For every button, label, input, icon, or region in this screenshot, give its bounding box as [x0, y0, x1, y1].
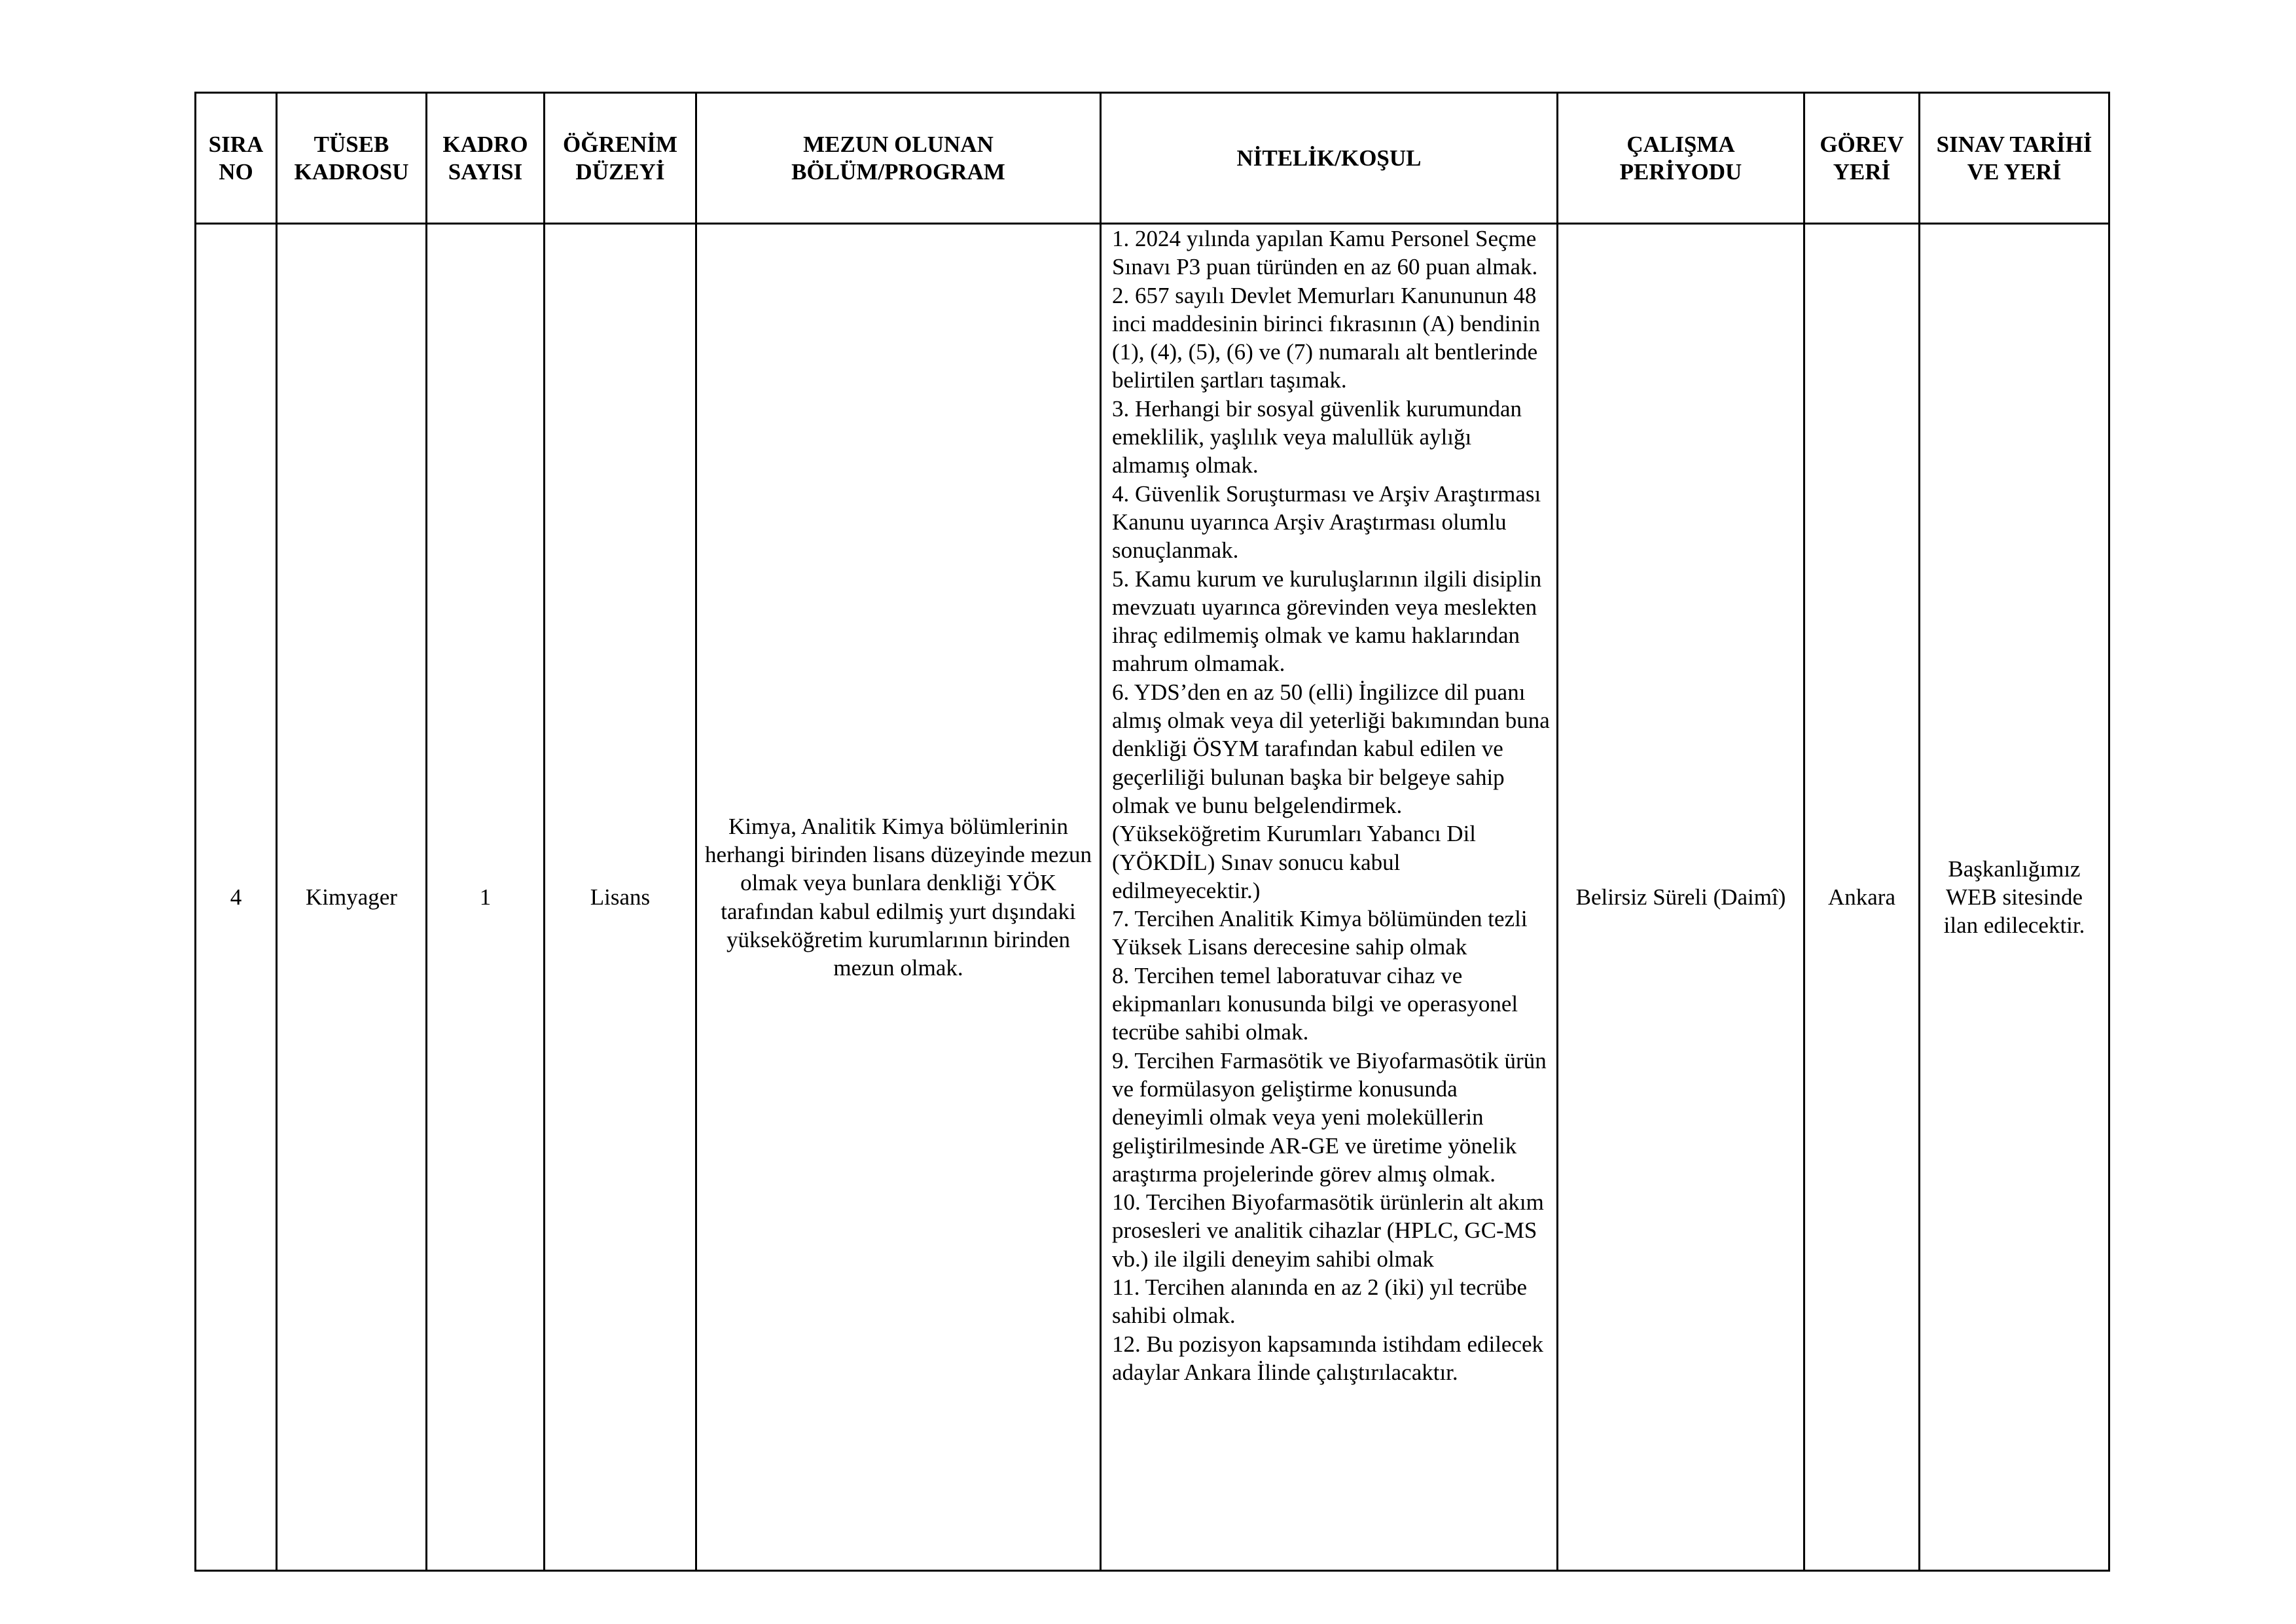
condition-item: 10. Tercihen Biyofarmasötik ürünlerin alt akım prosesleri ve analitik cihazlar (HPLC, GC-MS vb.) ile ilgili deneyim sahibi olmak [1112, 1189, 1544, 1272]
kadro-value: Kimyager [306, 884, 397, 910]
cell-sinav-tarihi-yeri [1920, 224, 2109, 1571]
header-ogrenim-duzeyi: ÖĞRENİM DÜZEYİ [545, 93, 696, 224]
condition-item: 1. 2024 yılında yapılan Kamu Personel Seçme Sınavı P3 puan türünden en az 60 puan almak. [1112, 226, 1538, 280]
cell-kadro-sayisi [427, 224, 545, 1571]
condition-item: 11. Tercihen alanında en az 2 (iki) yıl tecrübe sahibi olmak. [1112, 1274, 1528, 1329]
job-listing-table [194, 92, 2110, 1572]
gorev-yeri-value: Ankara [1827, 884, 1895, 910]
cell-kadro [277, 224, 427, 1571]
header-calisma-periyodu: ÇALIŞMA PERİYODU [1558, 93, 1804, 224]
cell-calisma-periyodu [1558, 224, 1804, 1571]
mezun-bolum-value: Kimya, Analitik Kimya bölümlerinin herhangi birinden lisans düzeyinde mezun olmak veya bunlara denkliği YÖK tarafından kabul edilmiş yurt dışındaki yükseköğretim kurumlarının birinden mezun olmak. [705, 813, 1092, 981]
condition-item: 3. Herhangi bir sosyal güvenlik kurumundan emeklilik, yaşlılık veya malullük aylığı almamış olmak. [1112, 395, 1522, 478]
calisma-periyodu-value: Belirsiz Süreli (Daimî) [1575, 884, 1786, 910]
header-kadro-sayisi: KADRO SAYISI [427, 93, 545, 224]
condition-item: 7. Tercihen Analitik Kimya bölümünden tezli Yüksek Lisans derecesine sahip olmak [1112, 906, 1528, 960]
ogrenim-duzeyi-value: Lisans [590, 884, 651, 910]
header-nitelik-kosul: NİTELİK/KOŞUL [1101, 93, 1558, 224]
condition-item: 2. 657 sayılı Devlet Memurları Kanununun 48 inci maddesinin birinci fıkrasının (A) bendinin (1), (4), (5), (6) ve (7) numaralı alt bentlerinde belirtilen şartları taşımak. [1112, 282, 1541, 393]
condition-item: 12. Bu pozisyon kapsamında istihdam edilecek adaylar Ankara İlinde çalıştırılacaktır. [1112, 1331, 1544, 1385]
condition-item: 6. YDS’den en az 50 (elli) İngilizce dil puanı almış olmak veya dil yeterliği bakımından buna denkliği ÖSYM tarafından kabul edilen ve geçerliliği bulunan başka bir belgeye sahip olmak ve bunu belgelendirmek. (Yükseköğretim Kurumları Yabancı Dil (YÖKDİL) Sınav sonucu kabul edilmeyecektir.) [1112, 679, 1550, 903]
sira-no-value: 4 [230, 884, 242, 910]
condition-item: 5. Kamu kurum ve kuruluşlarının ilgili disiplin mevzuatı uyarınca görevinden veya meslekten ihraç edilmemiş olmak ve kamu haklarından mahrum olmamak. [1112, 566, 1542, 677]
condition-item: 8. Tercihen temel laboratuvar cihaz ve ekipmanları konusunda bilgi ve operasyonel tecrübe sahibi olmak. [1112, 962, 1518, 1045]
cell-ogrenim-duzeyi [545, 224, 696, 1571]
kadro-sayisi-value: 1 [479, 884, 492, 910]
cell-mezun-bolum [696, 224, 1101, 1571]
table-header-row [196, 93, 2109, 224]
header-sira-no: SIRA NO [196, 93, 277, 224]
table-row [196, 224, 2109, 1571]
header-mezun-bolum: MEZUN OLUNAN BÖLÜM/PROGRAM [696, 93, 1101, 224]
cell-gorev-yeri [1804, 224, 1920, 1571]
condition-item: 9. Tercihen Farmasötik ve Biyofarmasötik ürün ve formülasyon geliştirme konusunda deneyimli olmak veya yeni moleküllerin geliştirilmesinde AR-GE ve üretime yönelik araştırma projelerinde görev almış olmak. [1112, 1047, 1547, 1187]
header-gorev-yeri: GÖREV YERİ [1804, 93, 1920, 224]
cell-sira-no [196, 224, 277, 1571]
condition-item: 4. Güvenlik Soruşturması ve Arşiv Araştırması Kanunu uyarınca Arşiv Araştırması olumlu sonuçlanmak. [1112, 480, 1541, 564]
header-tuseb-kadrosu: TÜSEB KADROSU [277, 93, 427, 224]
cell-nitelik-kosul [1101, 224, 1558, 1571]
sinav-tarihi-yeri-value: Başkanlığımız WEB sitesinde ilan edilecektir. [1943, 856, 2085, 939]
header-sinav-tarihi-yeri: SINAV TARİHİ VE YERİ [1920, 93, 2109, 224]
